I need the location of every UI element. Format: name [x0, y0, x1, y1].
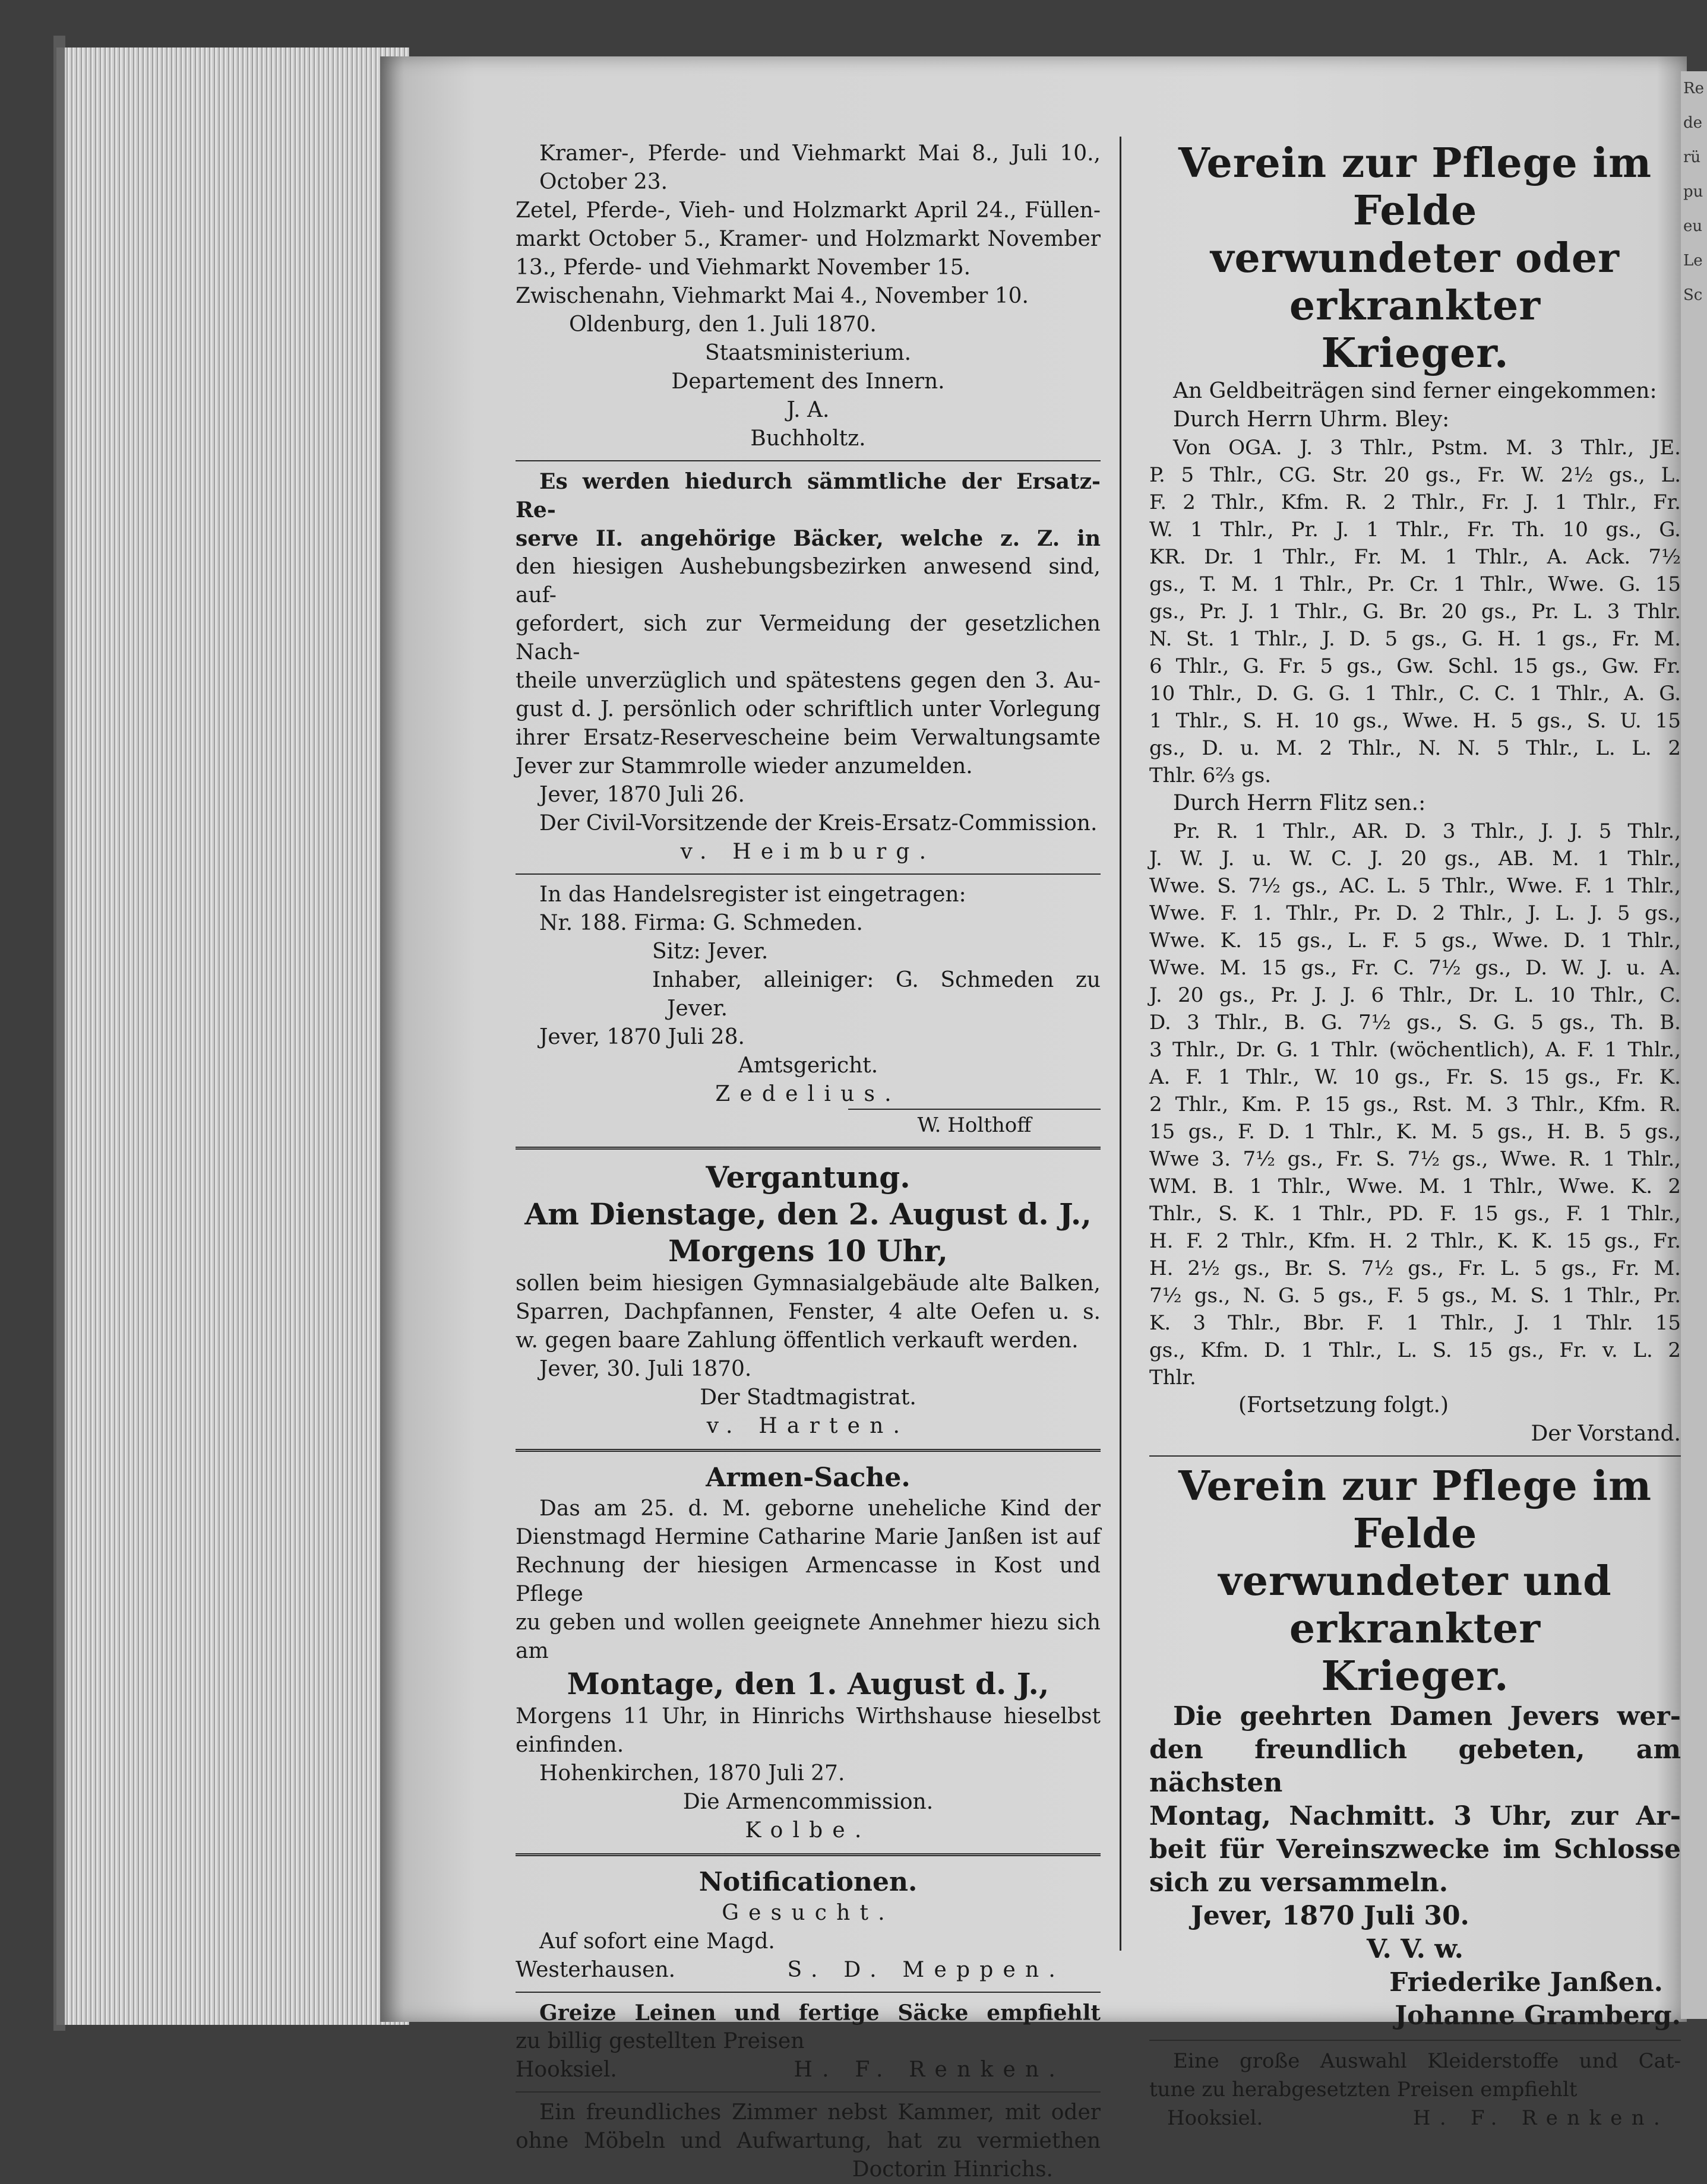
office-line: Der Stadtmagistrat. [700, 1385, 916, 1410]
donation-line: W. 1 Thlr., Pr. J. 1 Thlr., Fr. Th. 10 gs., G. [1149, 518, 1681, 542]
donation-line: Wwe. S. 7½ gs., AC. L. 5 Thlr., Wwe. F. 1 Thlr., [1149, 874, 1681, 898]
divider [1149, 2040, 1681, 2041]
donation-line: Thlr. [1149, 1366, 1196, 1389]
text-line: Inhaber, alleiniger: G. Schmeden zu [652, 968, 1101, 992]
text-line: Greize Leinen und fertige Säcke empfiehlt [539, 2001, 1101, 2025]
office-line: Staatsministerium. [704, 341, 912, 365]
signature: Zedelius. [715, 1082, 901, 1106]
column-divider [1120, 137, 1121, 1951]
office-line: Amtsgericht. [738, 1053, 878, 1078]
date-line: Jever, 30. Juli 1870. [539, 1357, 752, 1381]
date-line: Hohenkirchen, 1870 Juli 27. [539, 1761, 845, 1786]
signature: v. Harten. [706, 1414, 910, 1438]
verein-donations [1149, 140, 1681, 1448]
auction-time: Morgens 10 Uhr, [668, 1233, 948, 1268]
signature-row [516, 2056, 1101, 2084]
text-line: ihrer Ersatz-Reservescheine beim Verwaltungsamte [516, 726, 1101, 750]
verein-meeting [1149, 1463, 1681, 2033]
donation-line: Wwe. F. 1. Thlr., Pr. D. 2 Thlr., J. L. J. 5 gs., [1149, 901, 1681, 925]
handelsregister-notice [516, 881, 1101, 1138]
donation-line: 1 Thlr., S. H. 10 gs., Wwe. H. 5 gs., S. U. 15 [1149, 709, 1681, 733]
donation-line: Von OGA. J. 3 Thlr., Pstm. M. 3 Thlr., JE. [1173, 436, 1681, 460]
text-line: Kramer-, Pferde- und Viehmarkt Mai 8., Juli 10., [539, 141, 1101, 166]
text-line: Auf sofort eine Magd. [539, 1929, 775, 1954]
donation-line: gs., D. u. M. 2 Thlr., N. N. 5 Thlr., L. L. 2 [1149, 736, 1681, 760]
donation-line: N. St. 1 Thlr., J. D. 5 gs., G. H. 1 gs., Fr. M. [1149, 627, 1681, 651]
donation-line: WM. B. 1 Thlr., Wwe. M. 1 Thlr., Wwe. K. 2 [1149, 1175, 1681, 1198]
date-line: Oldenburg, den 1. Juli 1870. [569, 312, 877, 337]
donation-line: H. F. 2 Thlr., Kfm. H. 2 Thlr., K. K. 15 gs., Fr. [1149, 1229, 1681, 1253]
office-line: Der Civil-Vorsitzende der Kreis-Ersatz-Commission. [539, 811, 1098, 835]
kleider-ad [1149, 2047, 1681, 2132]
ersatz-notice [516, 467, 1101, 866]
date-line: Jever, 1870 Juli 30. [1191, 1901, 1469, 1931]
text-line: sollen beim hiesigen Gymnasialgebäude alte Balken, [516, 1271, 1101, 1296]
donation-line: Pr. R. 1 Thlr., AR. D. 3 Thlr., J. J. 5 Thlr., [1173, 819, 1681, 843]
headline: verwundeter und erkrankter [1218, 1558, 1612, 1653]
text-line: In das Handelsregister ist eingetragen: [539, 882, 966, 907]
double-divider [516, 1147, 1101, 1152]
date-line: Jever, 1870 Juli 28. [539, 1025, 745, 1049]
double-divider [516, 1853, 1101, 1859]
text-line: beit für Vereinszwecke im Schlosse [1149, 1834, 1681, 1865]
armen-notice [516, 1461, 1101, 1845]
text-line: Das am 25. d. M. geborne uneheliche Kind der [539, 1496, 1101, 1521]
donation-line: gs., Pr. J. 1 Thlr., G. Br. 20 gs., Pr. L. 3 Thlr. [1149, 600, 1681, 623]
text-line: einfinden. [516, 1733, 624, 1757]
donation-line: 2 Thlr., Km. P. 15 gs., Rst. M. 3 Thlr., Kfm. R. [1149, 1093, 1681, 1116]
donation-line: 6 Thlr., G. Fr. 5 gs., Gw. Schl. 15 gs., Gw. Fr. [1149, 654, 1681, 678]
text-line: 13., Pferde- und Viehmarkt November 15. [516, 255, 971, 280]
donation-line: D. 3 Thlr., B. G. 7½ gs., S. G. 5 gs., Th. B. [1149, 1011, 1681, 1034]
name: H. F. Renken. [794, 2058, 1065, 2082]
auction-date: Am Dienstage, den 2. August d. J., [524, 1197, 1092, 1232]
meeting-date: Montage, den 1. August d. J., [567, 1666, 1050, 1701]
vergantung-notice [516, 1159, 1101, 1441]
text-line: zu geben und wollen geeignete Annehmer hiezu sich [516, 1610, 1101, 1635]
text-line: Montag, Nachmitt. 3 Uhr, zur Ar- [1149, 1801, 1681, 1831]
text-line: gust d. J. persönlich oder schriftlich unter Vorlegung [516, 697, 1101, 721]
next-page-edge: Re de rü pu eu Le Sc [1681, 71, 1707, 2019]
text-line: October 23. [539, 170, 668, 194]
place: Westerhausen. [516, 1958, 676, 1982]
section-title: Armen-Sache. [706, 1463, 911, 1493]
double-divider [516, 1449, 1101, 1454]
text-line: Jever zur Stammrolle wieder anzumelden. [516, 754, 973, 778]
text-line: Zetel, Pferde-, Vieh- und Holzmarkt April 24., Füllen- [516, 198, 1101, 223]
headline: verwundeter oder erkrankter [1210, 235, 1620, 330]
headline: Krieger. [1321, 330, 1509, 377]
left-column [516, 140, 1101, 2184]
text-line: markt October 5., Kramer- und Holzmarkt November [516, 227, 1101, 251]
markets-notice [516, 140, 1101, 453]
office-line: Departement des Innern. [671, 369, 945, 394]
donation-line: 10 Thlr., D. G. G. 1 Thlr., C. C. 1 Thlr., A. G. [1149, 682, 1681, 705]
text-line: Rechnung der hiesigen Armencasse in Kost und Pflege [516, 1553, 1101, 1606]
text-line: Morgens 11 Uhr, in Hinrichs Wirthshause hieselbst [516, 1704, 1101, 1729]
text-line: Nr. 188. Firma: G. Schmeden. [539, 911, 863, 935]
text-line: gefordert, sich zur Vermeidung der gesetzlichen Nach- [516, 612, 1101, 664]
text-line: tune zu herabgesetzten Preisen empfiehlt [1149, 2078, 1578, 2101]
text-line: Eine große Auswahl Kleiderstoffe und Cat- [1173, 2049, 1681, 2073]
place: Hooksiel. [1167, 2106, 1263, 2130]
text-line: Zwischenahn, Viehmarkt Mai 4., November 10. [516, 284, 1029, 308]
name: S. D. Meppen. [787, 1958, 1065, 1982]
donation-line: J. W. J. u. W. C. J. 20 gs., AB. M. 1 Thlr., [1149, 847, 1681, 871]
divider [516, 1992, 1101, 1993]
divider [516, 460, 1101, 461]
donation-line: K. 3 Thlr., Bbr. F. 1 Thlr., J. 1 Thlr. 15 [1149, 1311, 1681, 1335]
donation-line: F. 2 Thlr., Kfm. R. 2 Thlr., Fr. J. 1 Thlr., Fr. [1149, 490, 1681, 514]
text-line: Es werden hiedurch sämmtliche der Ersatz-Re- [516, 469, 1101, 523]
section-title: Vergantung. [706, 1160, 911, 1195]
signature-row [516, 1956, 1101, 1984]
donation-list-2 [1149, 818, 1681, 1391]
divider [516, 873, 1101, 875]
headline: Verein zur Pflege im Felde [1178, 1463, 1652, 1558]
divider [516, 2091, 1101, 2093]
donation-line: Wwe. K. 15 gs., L. F. 5 gs., Wwe. D. 1 Thlr., [1149, 929, 1681, 952]
countersignature: W. Holthoff [848, 1109, 1101, 1138]
signature: Friederike Janßen. [1389, 1967, 1663, 1998]
text-line: theile unverzüglich und spätestens gegen den 3. Au- [516, 669, 1101, 693]
donation-list-1 [1149, 434, 1681, 789]
donation-line: Thlr., S. K. 1 Thlr., PD. F. 15 gs., F. 1 Thlr., [1149, 1202, 1681, 1226]
office-line: J. A. [786, 398, 830, 422]
signature: Johanne Gramberg. [1395, 2001, 1681, 2031]
text-line: Die geehrten Damen Jevers wer- [1173, 1701, 1681, 1732]
book-page-edges [56, 48, 409, 2025]
signature: v. Heimburg. [680, 840, 936, 864]
donation-line: 15 gs., F. D. 1 Thlr., K. M. 5 gs., H. B. 5 gs., [1149, 1120, 1681, 1144]
text-line: Durch Herrn Flitz sen.: [1173, 791, 1426, 815]
text-line: den hiesigen Aushebungsbezirken anwesend sind, auf- [516, 555, 1101, 607]
section-title: Notificationen. [698, 1867, 918, 1897]
text-line: Sitz: Jever. [652, 939, 769, 964]
right-column [1149, 140, 1681, 2132]
text-line: serve II. angehörige Bäcker, welche z. Z. in [516, 526, 1101, 551]
donation-line: gs., Kfm. D. 1 Thlr., L. S. 15 gs., Fr. v. L. 2 [1149, 1338, 1681, 1362]
place: Hooksiel. [516, 2058, 617, 2082]
abbreviation: V. V. w. [1367, 1934, 1463, 1964]
text-line: zu billig gestellten Preisen [516, 2029, 805, 2053]
donation-line: A. F. 1 Thlr., W. 10 gs., Fr. S. 15 gs., Fr. K. [1149, 1065, 1681, 1089]
donation-line: gs., T. M. 1 Thlr., Pr. Cr. 1 Thlr., Wwe. G. 15 [1149, 572, 1681, 596]
signature: Der Vorstand. [1531, 1422, 1681, 1446]
text-line: Jever. [667, 996, 728, 1021]
donation-line: 3 Thlr., Dr. G. 1 Thlr. (wöchentlich), A. F. 1 Thlr., [1149, 1038, 1681, 1062]
text-line: Dienstmagd Hermine Catharine Marie Janßen ist auf [516, 1525, 1101, 1549]
donation-line: P. 5 Thlr., CG. Str. 20 gs., Fr. W. 2½ gs., L. [1149, 463, 1681, 487]
divider [1149, 1455, 1681, 1457]
text-line: am [516, 1639, 549, 1663]
donation-line: Thlr. 6⅔ gs. [1149, 764, 1271, 787]
text-line: ohne Möbeln und Aufwartung, hat zu vermiethen [516, 2129, 1101, 2153]
headline: Verein zur Pflege im Felde [1178, 140, 1652, 235]
text-line: Ein freundliches Zimmer nebst Kammer, mit oder [539, 2100, 1101, 2125]
name: H. F. Renken. [1412, 2106, 1669, 2130]
donation-line: KR. Dr. 1 Thlr., Fr. M. 1 Thlr., A. Ack. 7½ [1149, 545, 1681, 569]
text-line: sich zu versammeln. [1149, 1868, 1449, 1898]
signature: Kolbe. [745, 1818, 871, 1843]
signature: Doctorin Hinrichs. [852, 2157, 1053, 2182]
text-line: den freundlich gebeten, am nächsten [1149, 1734, 1681, 1798]
donation-line: 7½ gs., N. G. 5 gs., F. 5 gs., M. S. 1 Thlr., Pr. [1149, 1284, 1681, 1308]
donation-line: Wwe. M. 15 gs., Fr. C. 7½ gs., D. W. J. u. A. [1149, 956, 1681, 980]
donation-line: Wwe 3. 7½ gs., Fr. S. 7½ gs., Wwe. R. 1 Thlr., [1149, 1147, 1681, 1171]
signature-row [1149, 2104, 1681, 2132]
wanted-heading: Gesucht. [722, 1901, 894, 1925]
headline: Krieger. [1321, 1653, 1509, 1700]
signature: Buchholtz. [750, 426, 866, 451]
date-line: Jever, 1870 Juli 26. [539, 783, 745, 807]
notifications [516, 1866, 1101, 2184]
office-line: Die Armencommission. [682, 1790, 934, 1814]
text-line: An Geldbeiträgen sind ferner eingekommen: [1173, 379, 1657, 403]
continued-note: (Fortsetzung folgt.) [1238, 1393, 1449, 1417]
text-line: w. gegen baare Zahlung öffentlich verkauft werden. [516, 1328, 1079, 1353]
text-line: Durch Herrn Uhrm. Bley: [1173, 407, 1450, 432]
donation-line: H. 2½ gs., Br. S. 7½ gs., Fr. L. 5 gs., Fr. M. [1149, 1256, 1681, 1280]
donation-line: J. 20 gs., Pr. J. J. 6 Thlr., Dr. L. 10 Thlr., C. [1149, 983, 1681, 1007]
text-line: Sparren, Dachpfannen, Fenster, 4 alte Oefen u. s. [516, 1300, 1101, 1324]
